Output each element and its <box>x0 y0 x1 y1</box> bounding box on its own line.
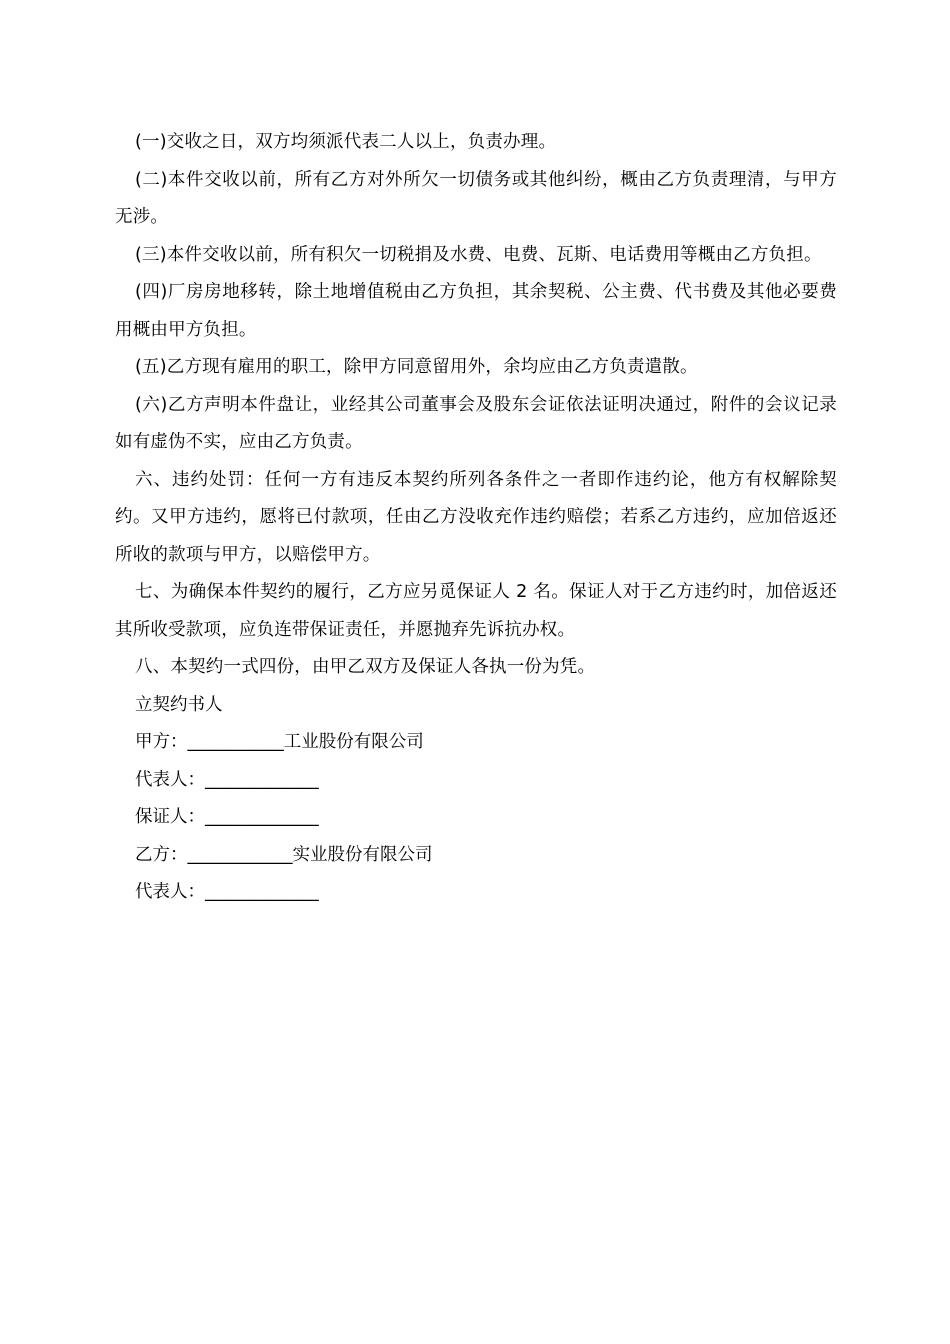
clause-employee-dismissal: (五)乙方现有雇用的职工，除甲方同意留用外，余均应由乙方负责遣散。 <box>135 357 698 377</box>
clause-handover-representatives: (一)交收之日，双方均须派代表二人以上，负责办理。 <box>135 132 557 152</box>
signatories-heading: 立契约书人 <box>135 694 223 715</box>
party-b-representative-line: 代表人：_____________ <box>135 882 319 902</box>
guarantor-line: 保证人：_____________ <box>135 807 319 827</box>
clause-board-resolution: (六)乙方声明本件盘让，业经其公司董事会及股东会证依法证明决通过，附件的会议记录如有虚伪不实，应由乙方负责。 <box>115 394 837 452</box>
clause-guarantors: 七、为确保本件契约的履行，乙方应另觅保证人 2 名。保证人对于乙方违约时，加倍返还其所收受款项，应负连带保证责任，并愿抛弃先诉抗办权。 <box>115 582 837 640</box>
clause-property-transfer-fees: (四)厂房房地移转，除土地增值税由乙方负担，其余契税、公主费、代书费及其他必要费用概由甲方负担。 <box>115 282 837 340</box>
clause-taxes-and-utilities: (三)本件交收以前，所有积欠一切税捐及水费、电费、瓦斯、电话费用等概由乙方负担。 <box>135 244 822 265</box>
clause-breach-penalty: 六、违约处罚：任何一方有违反本契约所列各条件之一者即作违约论，他方有权解除契约。又甲方违约，愿将已付款项，任由乙方没收充作违约赔偿；若系乙方违约，应加倍返还所收的款项与甲方，以赔偿甲方。 <box>115 469 837 565</box>
party-b-line: 乙方：____________实业股份有限公司 <box>135 844 433 865</box>
clause-copies: 八、本契约一式四份，由甲乙双方及保证人各执一份为凭。 <box>135 657 596 677</box>
party-a-line: 甲方：___________工业股份有限公司 <box>135 732 424 752</box>
party-a-representative-line: 代表人：_____________ <box>135 769 319 790</box>
contract-body <box>115 124 837 912</box>
signature-block <box>115 687 837 912</box>
clause-debts-before-handover: (二)本件交收以前，所有乙方对外所欠一切债务或其他纠纷，概由乙方负责理清，与甲方无涉。 <box>115 169 837 227</box>
